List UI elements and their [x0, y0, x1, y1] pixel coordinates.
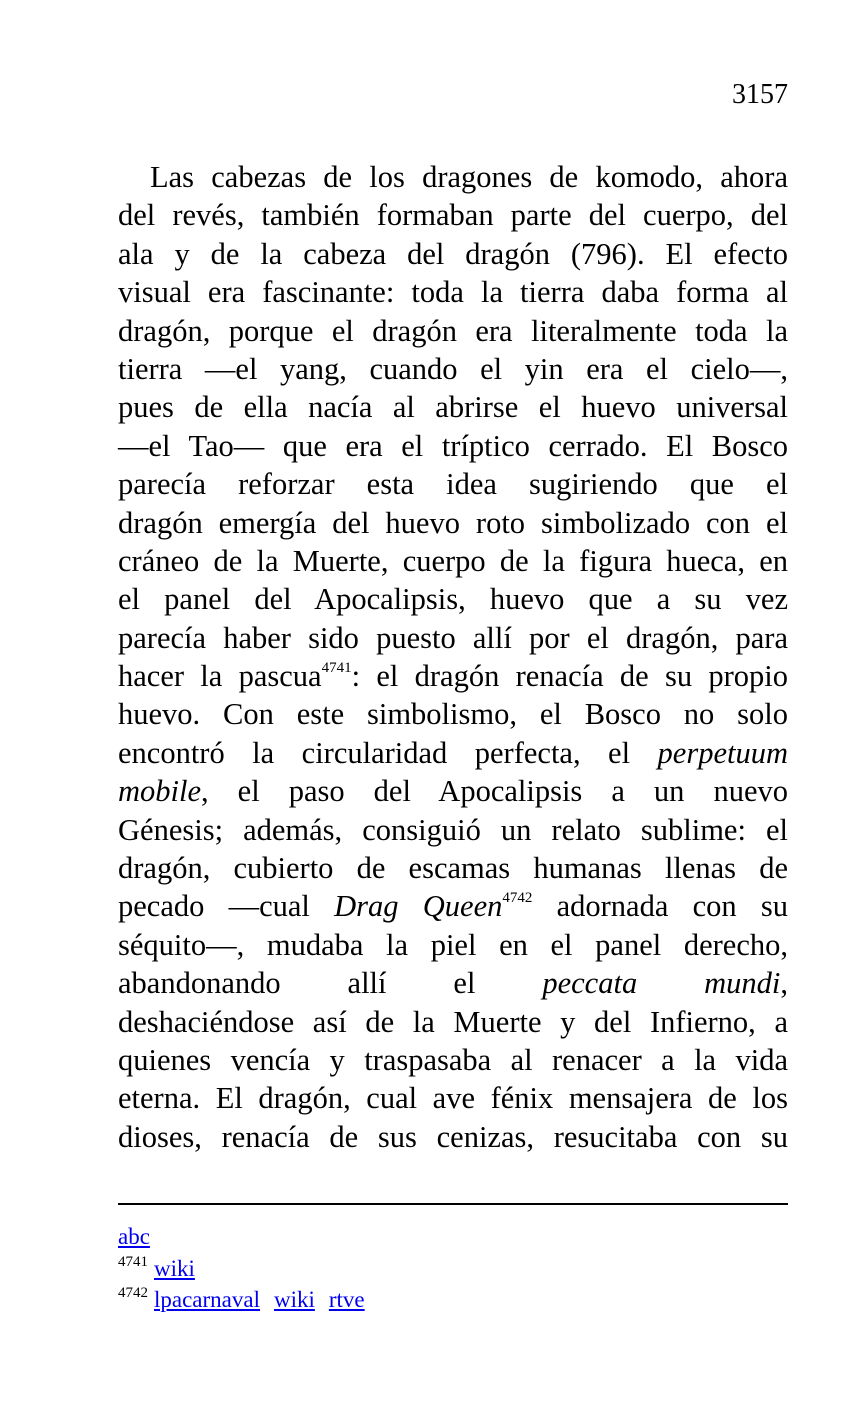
text-line	[118, 734, 788, 772]
text-line	[118, 350, 788, 388]
text-line	[118, 772, 788, 810]
text-segment: dragón emergía del huevo roto simbolizado con el	[118, 505, 788, 540]
footnote-link-rtve[interactable]: rtve	[328, 1287, 365, 1312]
text-segment: encontró la circularidad perfecta, el	[118, 735, 658, 770]
text-segment: del revés, también formaban parte del cuerpo, del	[118, 198, 788, 233]
text-segment: : el dragón renacía de su propio	[351, 659, 789, 694]
text-segment: ,	[780, 966, 788, 1001]
text-line	[118, 849, 788, 887]
footnote	[118, 1284, 788, 1316]
text-segment: dioses, renacía de sus cenizas, resucitaba con su	[118, 1119, 788, 1154]
italic-text: perpetuum	[657, 735, 788, 770]
text-segment: cráneo de la Muerte, cuerpo de la figura hueca, en	[118, 543, 788, 578]
text-segment: abandonando allí el	[118, 966, 543, 1001]
footnote	[118, 1221, 788, 1253]
text-line	[118, 887, 788, 925]
footnote-link-lpacarnaval[interactable]: lpacarnaval	[154, 1287, 260, 1312]
text-segment: eterna. El dragón, cual ave fénix mensajera de los	[118, 1081, 788, 1116]
text-line	[118, 273, 788, 311]
text-segment: , el paso del Apocalipsis a un nuevo	[201, 774, 788, 809]
footnote-link-wiki[interactable]: wiki	[154, 1255, 195, 1281]
footnote-divider	[118, 1203, 788, 1205]
text-segment: parecía haber sido puesto allí por el dragón, para	[118, 620, 788, 655]
text-segment: adornada con su	[532, 889, 788, 924]
text-segment: el panel del Apocalipsis, huevo que a su vez	[118, 582, 788, 617]
text-line	[118, 504, 788, 542]
text-segment: dragón, cubierto de escamas humanas llenas de	[118, 851, 788, 886]
text-segment: tierra —el yang, cuando el yin era el cielo—,	[118, 351, 788, 386]
text-line	[118, 964, 788, 1002]
text-line	[118, 926, 788, 964]
text-line	[118, 235, 788, 273]
text-line	[118, 1041, 788, 1079]
text-segment: parecía reforzar esta idea sugiriendo que el	[118, 467, 788, 502]
text-line	[118, 388, 788, 426]
text-segment: pecado —cual	[118, 889, 335, 924]
text-line	[118, 158, 788, 196]
text-segment: deshaciéndose así de la Muerte y del Infierno, a	[118, 1004, 788, 1039]
text-segment: dragón, porque el dragón era literalmente toda la	[118, 313, 788, 348]
page-number: 3157	[732, 79, 788, 110]
text-line	[118, 427, 788, 465]
text-segment: pues de ella nacía al abrirse el huevo universal	[118, 390, 788, 425]
text-segment: visual era fascinante: toda la tierra daba forma al	[118, 275, 788, 310]
footnote-number: 4741	[118, 1253, 148, 1270]
text-segment: quienes vencía y traspasaba al renacer a la vida	[118, 1042, 788, 1077]
text-line	[118, 695, 788, 733]
text-segment: ala y de la cabeza del dragón (796). El efecto	[118, 236, 788, 271]
italic-text: peccata mundi	[542, 966, 781, 1001]
footnote	[118, 1253, 788, 1285]
text-line	[118, 465, 788, 503]
italic-text: mobile	[118, 774, 202, 809]
text-segment: hacer la pascua	[118, 659, 322, 694]
text-segment: Génesis; además, consiguió un relato sublime: el	[118, 812, 788, 847]
footnote-reference: 4741	[321, 660, 352, 677]
footnote-number: 4742	[118, 1285, 148, 1301]
italic-text: Drag Queen	[334, 889, 503, 924]
text-segment: —el Tao— que era el tríptico cerrado. El Bosco	[118, 428, 788, 463]
text-line	[118, 312, 788, 350]
text-segment: séquito—, mudaba la piel en el panel derecho,	[118, 927, 788, 962]
text-line	[118, 657, 788, 695]
footnote-reference: 4742	[502, 890, 533, 907]
text-line	[118, 1118, 788, 1156]
text-segment: huevo. Con este simbolismo, el Bosco no solo	[118, 697, 788, 732]
text-line	[118, 196, 788, 234]
body-paragraph	[118, 158, 788, 1156]
text-line	[118, 811, 788, 849]
text-line	[118, 619, 788, 657]
text-segment: Las cabezas de los dragones de komodo, ahora	[150, 160, 788, 194]
text-line	[118, 580, 788, 618]
text-line	[118, 1079, 788, 1117]
footnote-link-abc[interactable]: abc	[118, 1224, 150, 1249]
footnote-link-wiki[interactable]: wiki	[273, 1287, 315, 1312]
text-line	[118, 542, 788, 580]
footnotes	[118, 1221, 788, 1316]
text-line	[118, 1003, 788, 1041]
